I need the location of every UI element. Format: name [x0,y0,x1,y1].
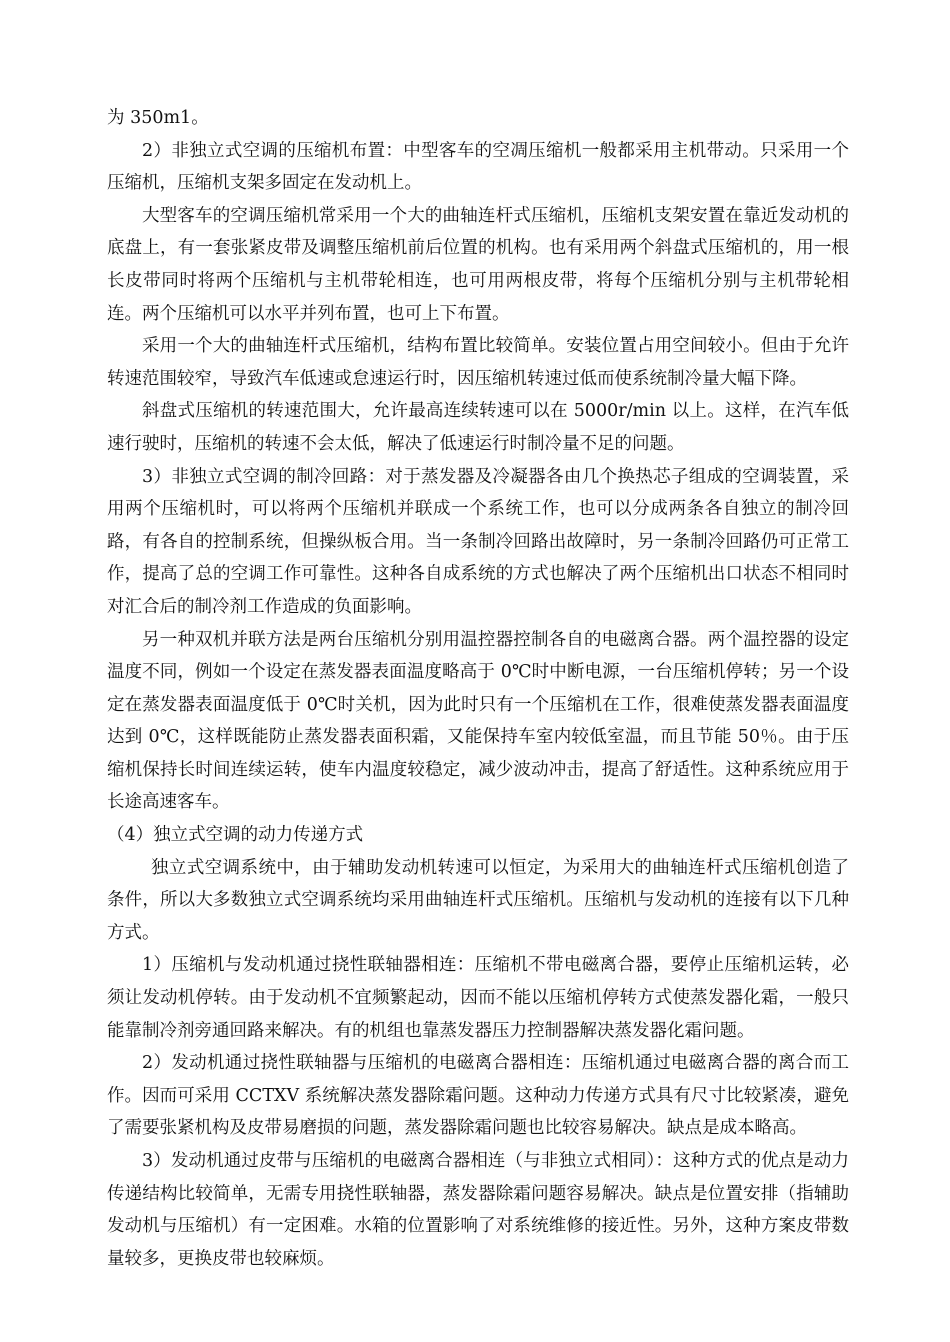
section-heading: （4）独立式空调的动力传递方式 [107,825,364,846]
paragraph-compressor-layout: 2）非独立式空调的压缩机布置：中型客车的空凋压缩机一般都采用主机带动。只采用一个压缩机，压缩机支架多固定在发动机上。 [107,140,849,194]
paragraph-independent-ac: 独立式空调系统中，由于辅助发动机转速可以恒定，为采用大的曲轴连杆式压缩机创造了条件，所以大多数独立式空调系统均采用曲轴连杆式压缩机。压缩机与发动机的连接有以下几种方式。 [107,857,849,943]
paragraph-refrigeration-circuit: 3）非独立式空调的制冷回路：对于蒸发器及冷凝器各由几个换热芯子组成的空调装置，采用两个压缩机时，可以将两个压缩机并联成一个系统工作，也可以分成两条各自独立的制冷回路，有各自的控制系统，但操纵板合用。当一条制冷回路出故障时，另一条制冷回路仍可正常工作，提高了总的空调工作可靠性。这种各自成系统的方式也解决了两个压缩机出口状态不相同时对汇合后的制冷剂工作造成的负面影响。 [107,466,849,617]
document-body [107,102,849,1275]
paragraph-large-bus-compressor: 大型客车的空调压缩机常采用一个大的曲轴连杆式压缩机，压缩机支架安置在靠近发动机的底盘上，有一套张紧皮带及调整压缩机前后位置的机构。也有采用两个斜盘式压缩机的，用一根长皮带同时将两个压缩机与主机带轮相连，也可用两根皮带，将每个压缩机分别与主机带轮相连。两个压缩机可以水平并列布置，也可上下布置。 [107,205,849,324]
paragraph-flexible-coupling: 1）压缩机与发动机通过挠性联轴器相连：压缩机不带电磁离合器，要停止压缩机运转，必须让发动机停转。由于发动机不宜频繁起动，因而不能以压缩机停转方式使蒸发器化霜，一般只能靠制冷剂旁通回路来解决。有的机组也靠蒸发器压力控制器解决蒸发器化霜问题。 [107,955,849,1041]
paragraph-dual-parallel: 另一种双机并联方法是两台压缩机分别用温控器控制各自的电磁离合器。两个温控器的设定温度不同，例如一个设定在蒸发器表面温度略高于 0℃时中断电源，一台压缩机停转；另一个设定在蒸发器表面温度低于 0℃时关机，因为此时只有一个压缩机在工作，很难使蒸发器表面温度达到 0℃，这样既能防止蒸发器表面积霜，又能保持车室内较低室温，而且节能 50％。由于压缩机保持长时间连续运转，使车内温度较稳定，减少波动冲击，提高了舒适性。这种系统应用于长途高速客车。 [107,629,849,813]
paragraph-continuation: 为 350m1。 [107,108,209,128]
paragraph-swash-plate-compressor: 斜盘式压缩机的转速范围大，允许最高连续转速可以在 5000r/min 以上。这样，在汽车低速行驶时，压缩机的转速不会太低，解决了低速运行时制冷量不足的问题。 [107,401,849,454]
paragraph-electromagnetic-clutch: 2）发动机通过挠性联轴器与压缩机的电磁离合器相连：压缩机通过电磁离合器的离合而工作。因而可采用 CCTXV 系统解决蒸发器除霜问题。这种动力传递方式具有尺寸比较紧凑，避免了需要张紧机构及皮带易磨损的问题，蒸发器除霜问题也比较容易解决。缺点是成本略高。 [107,1053,849,1139]
paragraph-crank-compressor: 采用一个大的曲轴连杆式压缩机，结构布置比较简单。安装位置占用空间较小。但由于允许转速范围较窄，导致汽车低速或怠速运行时，因压缩机转速过低而使系统制冷量大幅下降。 [107,336,849,389]
paragraph-belt-drive: 3）发动机通过皮带与压缩机的电磁离合器相连（与非独立式相同）：这种方式的优点是动力传递结构比较简单，无需专用挠性联轴器，蒸发器除霜问题容易解决。缺点是位置安排（指辅助发动机与压缩机）有一定困难。水箱的位置影响了对系统维修的接近性。另外，这种方案皮带数量较多，更换皮带也较麻烦。 [107,1151,849,1269]
